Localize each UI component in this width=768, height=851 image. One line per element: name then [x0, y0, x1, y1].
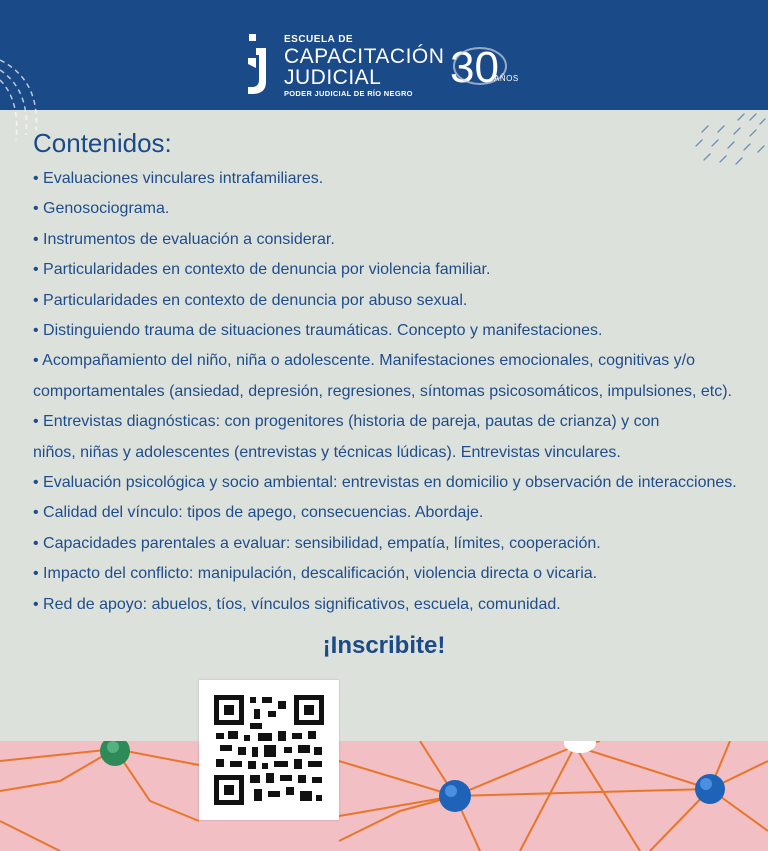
- signup-call-to-action[interactable]: ¡Inscribite!: [322, 632, 446, 659]
- pins-thread-photo: [0, 741, 768, 851]
- list-item: • Entrevistas diagnósticas: con progenitores (historia de pareja, pautas de crianza) y con: [33, 413, 660, 431]
- list-item: • Capacidades parentales a evaluar: sensibilidad, empatía, límites, cooperación.: [33, 534, 601, 552]
- anniversary-label: AÑOS: [494, 74, 519, 83]
- decorative-dashes: [690, 112, 766, 168]
- list-item: • Distinguiendo trauma de situaciones traumáticas. Concepto y manifestaciones.: [33, 322, 603, 340]
- signup-qr-code[interactable]: [199, 680, 339, 820]
- list-item: • Evaluaciones vinculares intrafamiliares.: [33, 170, 324, 187]
- list-item: • Calidad del vínculo: tipos de apego, consecuencias. Abordaje.: [33, 504, 484, 522]
- header-bar: [0, 0, 768, 110]
- list-item: • Impacto del conflicto: manipulación, descalificación, violencia directa o vicaria.: [33, 565, 598, 583]
- school-logo-icon: [244, 34, 274, 96]
- school-logo-text: [284, 34, 444, 100]
- list-item-continuation: niños, niñas y adolescentes (entrevistas y técnicas lúdicas). Entrevistas vinculares.: [33, 443, 621, 461]
- list-item: • Particularidades en contexto de denuncia por violencia familiar.: [33, 261, 491, 279]
- anniversary-number: 30: [450, 43, 499, 90]
- list-item: • Genosociograma.: [33, 200, 170, 218]
- qr-code-icon: [214, 695, 324, 805]
- logo-line-2: CAPACITACIÓN: [284, 45, 445, 68]
- network-pins-image: [0, 741, 768, 851]
- logo-line-4: PODER JUDICIAL DE RÍO NEGRO: [284, 89, 413, 98]
- logo-line-3: JUDICIAL: [284, 66, 382, 89]
- logo-line-1: ESCUELA DE: [284, 34, 354, 45]
- list-item-continuation: comportamentales (ansiedad, depresión, regresiones, síntomas psicosomáticos, impulsiones, etc).: [33, 382, 732, 400]
- list-item: • Instrumentos de evaluación a considerar.: [33, 230, 335, 248]
- list-item: • Evaluación psicológica y socio ambiental: entrevistas en domicilio y observación de interacciones.: [33, 474, 737, 492]
- contents-title: Contenidos:: [33, 128, 172, 158]
- list-item: • Red de apoyo: abuelos, tíos, vínculos significativos, escuela, comunidad.: [33, 595, 561, 613]
- contents-list: [33, 164, 753, 620]
- list-item: • Particularidades en contexto de denuncia por abuso sexual.: [33, 291, 468, 309]
- list-item: • Acompañamiento del niño, niña o adolescente. Manifestaciones emocionales, cognitivas y/o: [33, 352, 695, 370]
